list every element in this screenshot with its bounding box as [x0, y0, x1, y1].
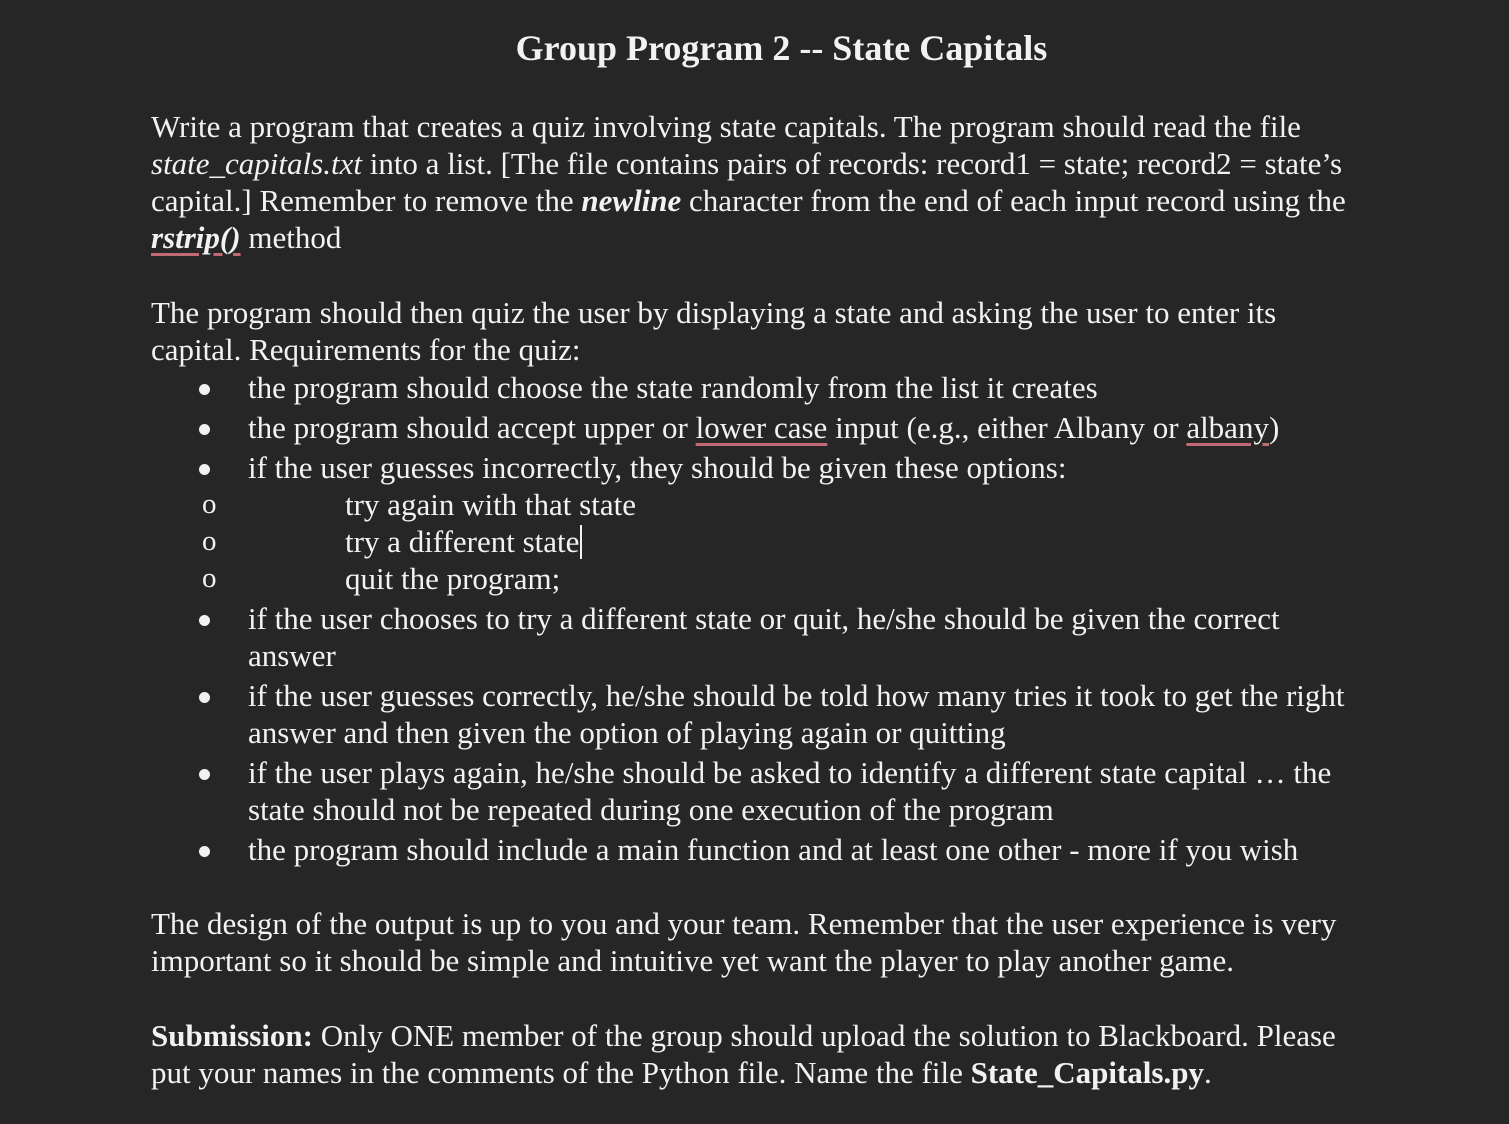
submission-line-2: put your names in the comments of the Python file. Name the file State_Capitals.py.: [151, 1055, 1212, 1090]
requirements-list: [151, 369, 1451, 871]
quiz-line-1: The program should then quiz the user by displaying a state and asking the user to enter its: [151, 295, 1277, 330]
filename-text: state_capitals.txt: [151, 146, 362, 181]
quiz-line-2: capital. Requirements for the quiz:: [151, 332, 581, 367]
sub-list-item: o quit the program;: [202, 561, 561, 596]
text-cursor: [580, 525, 582, 559]
quiz-paragraph: [151, 294, 1421, 368]
lower-case-term: lower case: [695, 410, 828, 445]
bullet-icon: [199, 615, 210, 626]
rstrip-term: rstrip(): [151, 220, 241, 255]
intro-line-3: capital.] Remember to remove the newline character from the end of each input record using the: [151, 183, 1346, 218]
list-item: if the user guesses incorrectly, they should be given these options:: [151, 449, 1451, 486]
bullet-icon: [199, 846, 210, 857]
document-title: Group Program 2 -- State Capitals: [515, 28, 1048, 68]
bullet-icon: [199, 384, 210, 395]
albany-term: albany: [1186, 410, 1269, 445]
circle-bullet-icon: o: [202, 562, 217, 594]
intro-line-4: rstrip() method: [151, 220, 342, 255]
submission-line-1: Submission: Only ONE member of the group should upload the solution to Blackboard. Please: [151, 1018, 1336, 1053]
newline-term: newline: [581, 183, 682, 218]
intro-line-2: state_capitals.txt into a list. [The file contains pairs of records: record1 = state; record2 = state’s: [151, 146, 1343, 181]
submission-filename: State_Capitals.py: [970, 1055, 1204, 1090]
list-item: the program should include a main function and at least one other - more if you wish: [151, 831, 1451, 871]
list-item: if the user chooses to try a different state or quit, he/she should be given the correct answer: [151, 600, 1451, 677]
bullet-icon: [199, 692, 210, 703]
list-item: the program should accept upper or lower case input (e.g., either Albany or albany): [151, 409, 1451, 449]
sub-list-item: o try again with that state: [202, 487, 636, 522]
list-item: the program should choose the state randomly from the list it creates: [151, 369, 1451, 409]
list-item: if the user guesses correctly, he/she should be told how many tries it took to get the right answer and then given the option of playing again or quitting: [151, 677, 1451, 754]
options-sublist-wrapper: [151, 486, 1451, 600]
intro-line-1: Write a program that creates a quiz involving state capitals. The program should read the file: [151, 109, 1301, 144]
bullet-icon: [199, 769, 210, 780]
design-line-1: The design of the output is up to you and your team. Remember that the user experience is very: [151, 906, 1337, 941]
list-item: if the user plays again, he/she should be asked to identify a different state capital … the state should not be repeated during one execution of the program: [151, 754, 1451, 831]
submission-label: Submission:: [151, 1018, 313, 1053]
circle-bullet-icon: o: [202, 488, 217, 520]
design-line-2: important so it should be simple and intuitive yet want the player to play another game.: [151, 943, 1235, 978]
bullet-icon: [199, 424, 210, 435]
sub-list-item: o try a different state: [151, 523, 1451, 560]
bullet-icon: [199, 464, 210, 475]
options-sublist: [151, 486, 1451, 597]
intro-paragraph: [151, 108, 1421, 256]
circle-bullet-icon: o: [202, 525, 217, 557]
submission-paragraph: [151, 1017, 1421, 1091]
design-paragraph: [151, 905, 1421, 979]
